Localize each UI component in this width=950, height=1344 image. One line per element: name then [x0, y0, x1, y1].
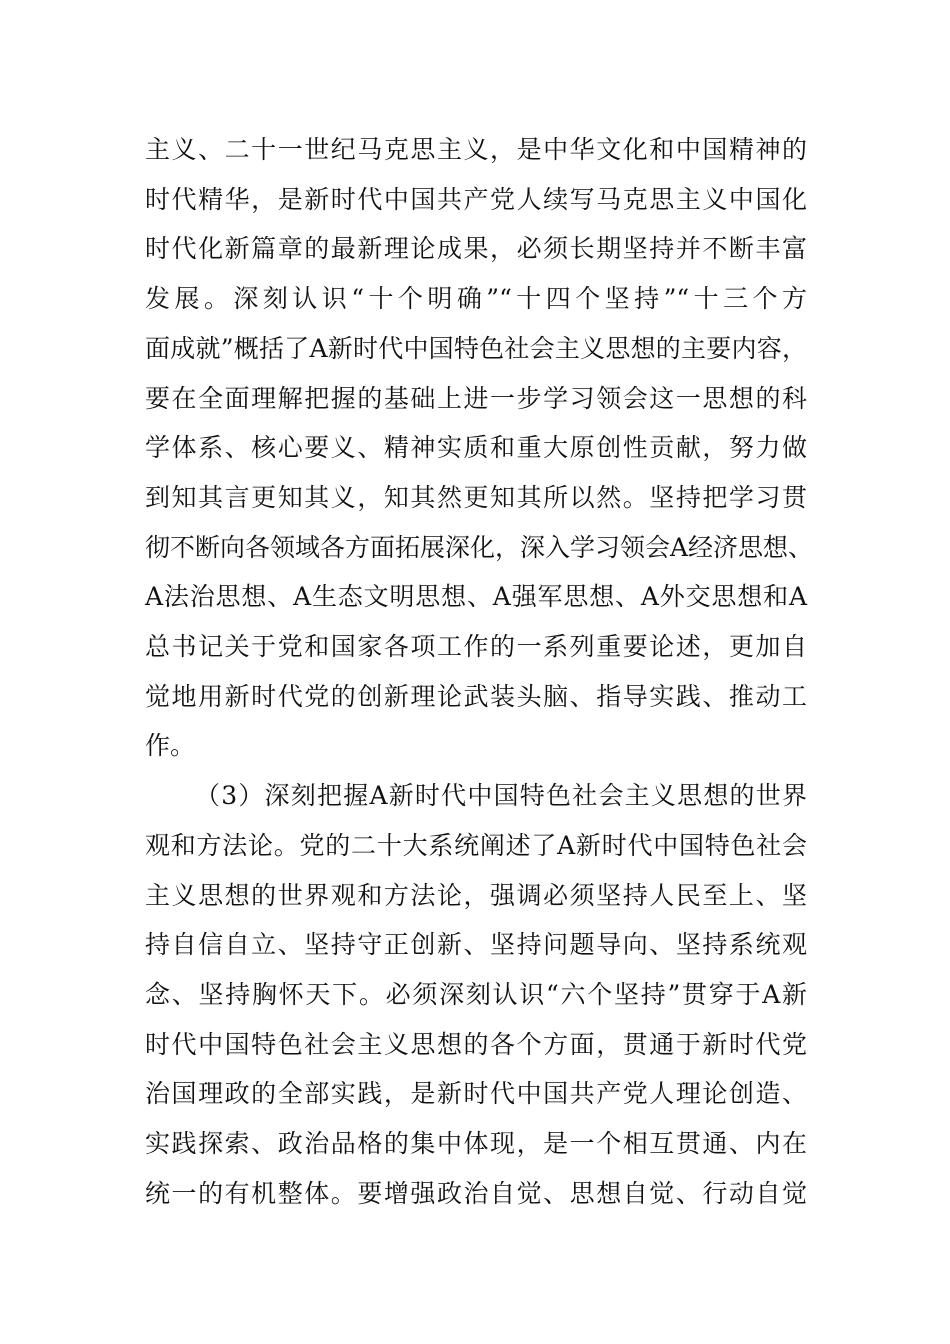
paragraph-1-line: 时代精华，是新时代中国共产党人续写马克思主义中国化 [145, 184, 807, 214]
paragraph-1-line: 学体系、核心要义、精神实质和重大原创性贡献，努力做 [145, 433, 807, 463]
paragraph-1-line: 发展。深刻认识“十个明确”“十四个坚持”“十三个方 [145, 284, 807, 314]
paragraph-2-line: 持自信自立、坚持守正创新、坚持问题导向、坚持系统观 [145, 930, 807, 960]
paragraph-1-line: 时代化新篇章的最新理论成果，必须长期坚持并不断丰富 [145, 234, 807, 264]
paragraph-1-line: 要在全面理解把握的基础上进一步学习领会这一思想的科 [145, 383, 807, 413]
paragraph-1-line: 总书记关于党和国家各项工作的一系列重要论述，更加自 [145, 632, 807, 661]
paragraph-2-line: 主义思想的世界观和方法论，强调必须坚持人民至上、坚 [145, 880, 807, 910]
paragraph-2-line: （3）深刻把握A新时代中国特色社会主义思想的世界 [195, 781, 807, 811]
paragraph-1-line: A法治思想、A生态文明思想、A强军思想、A外交思想和A [145, 582, 807, 612]
paragraph-1-line: 到知其言更知其义，知其然更知其所以然。坚持把学习贯 [145, 482, 807, 512]
paragraph-2-line: 念、坚持胸怀天下。必须深刻认识“六个坚持”贯穿于A新 [145, 979, 807, 1009]
paragraph-1-line: 主义、二十一世纪马克思主义，是中华文化和中国精神的 [145, 135, 807, 164]
paragraph-2-line: 观和方法论。党的二十大系统阐述了A新时代中国特色社会 [145, 830, 807, 860]
paragraph-2-line: 时代中国特色社会主义思想的各个方面，贯通于新时代党 [145, 1029, 807, 1059]
paragraph-1-line: 作。 [145, 731, 196, 761]
paragraph-2-line: 实践探索、政治品格的集中体现，是一个相互贯通、内在 [145, 1129, 807, 1158]
paragraph-1-line: 面成就”概括了A新时代中国特色社会主义思想的主要内容， [145, 333, 807, 363]
paragraph-1-line: 觉地用新时代党的创新理论武装头脑、指导实践、推动工 [145, 681, 807, 711]
paragraph-2-line: 治国理政的全部实践，是新时代中国共产党人理论创造、 [145, 1079, 807, 1109]
paragraph-1-line: 彻不断向各领域各方面拓展深化，深入学习领会A经济思想、 [145, 532, 814, 562]
paragraph-2-line: 统一的有机整体。要增强政治自觉、思想自觉、行动自觉 [145, 1178, 807, 1208]
